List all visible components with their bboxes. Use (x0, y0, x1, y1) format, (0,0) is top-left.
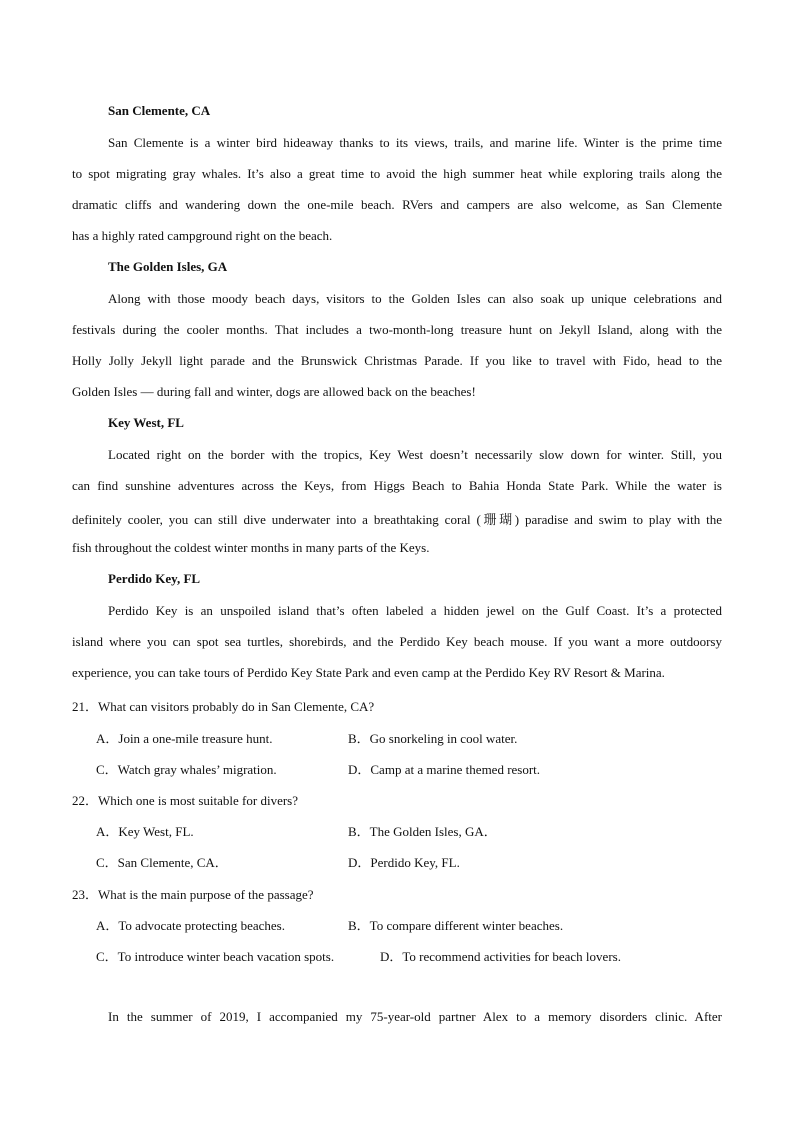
section-heading-golden-isles: The Golden Isles, GA (108, 259, 228, 274)
paragraph-line: can find sunshine adventures across the Keys, from Higgs Beach to Bahia Honda State Park. While the water is (72, 478, 722, 493)
section-heading-san-clemente: San Clemente, CA (108, 103, 211, 118)
paragraph-line: Perdido Key is an unspoiled island that’s often labeled a hidden jewel on the Gulf Coast. It’s a protected (108, 603, 722, 618)
question-22-stem: 22．Which one is most suitable for divers? (72, 793, 299, 808)
question-21-stem: 21．What can visitors probably do in San Clemente, CA? (72, 699, 375, 714)
paragraph-line: definitely cooler, you can still dive underwater into a breathtaking coral (珊瑚) paradise and swim to play with the (72, 512, 722, 527)
paragraph-line: to spot migrating gray whales. It’s also a great time to avoid the high summer heat while exploring trails along the (72, 166, 722, 181)
paragraph-line: festivals during the cooler months. That includes a two-month-long treasure hunt on Jekyll Island, along with the (72, 322, 722, 337)
question-21-option-c: C．Watch gray whales’ migration. (96, 762, 277, 777)
question-23-option-b: B．To compare different winter beaches. (348, 918, 564, 933)
question-21-option-d: D．Camp at a marine themed resort. (348, 762, 541, 777)
paragraph-line: has a highly rated campground right on the beach. (72, 228, 333, 243)
question-23-option-d: D．To recommend activities for beach lovers. (380, 949, 621, 964)
question-23-option-a: A．To advocate protecting beaches. (96, 918, 285, 933)
next-passage-first-line: In the summer of 2019, I accompanied my 75-year-old partner Alex to a memory disorders clinic. After (108, 1009, 722, 1024)
question-23-stem: 23．What is the main purpose of the passage? (72, 887, 314, 902)
paragraph-line: Located right on the border with the tropics, Key West doesn’t necessarily slow down for winter. Still, you (108, 447, 722, 462)
question-22-option-d: D．Perdido Key, FL. (348, 855, 460, 870)
question-22-option-c: C．San Clemente, CA． (96, 855, 228, 870)
question-23-option-c: C．To introduce winter beach vacation spots. (96, 949, 335, 964)
paragraph-line: island where you can spot sea turtles, shorebirds, and the Perdido Key beach mouse. If you want a more outdoorsy (72, 634, 722, 649)
question-22-option-b: B．The Golden Isles, GA． (348, 824, 497, 839)
paragraph-line: Holly Jolly Jekyll light parade and the Brunswick Christmas Parade. If you like to travel with Fido, head to the (72, 353, 722, 368)
paragraph-line: experience, you can take tours of Perdido Key State Park and even camp at the Perdido Key RV Resort & Marina. (72, 665, 665, 680)
paragraph-line: fish throughout the coldest winter months in many parts of the Keys. (72, 540, 430, 555)
question-21-option-b: B．Go snorkeling in cool water. (348, 731, 518, 746)
section-heading-key-west: Key West, FL (108, 415, 184, 430)
paragraph-line: San Clemente is a winter bird hideaway thanks to its views, trails, and marine life. Winter is the prime time (108, 135, 722, 150)
paragraph-line: dramatic cliffs and wandering down the one-mile beach. RVers and campers are also welcome, as San Clemente (72, 197, 722, 212)
paragraph-line: Along with those moody beach days, visitors to the Golden Isles can also soak up unique celebrations and (108, 291, 722, 306)
section-heading-perdido-key: Perdido Key, FL (108, 571, 201, 586)
question-22-option-a: A．Key West, FL. (96, 824, 194, 839)
question-21-option-a: A．Join a one-mile treasure hunt. (96, 731, 273, 746)
paragraph-line: Golden Isles — during fall and winter, dogs are allowed back on the beaches! (72, 384, 476, 399)
